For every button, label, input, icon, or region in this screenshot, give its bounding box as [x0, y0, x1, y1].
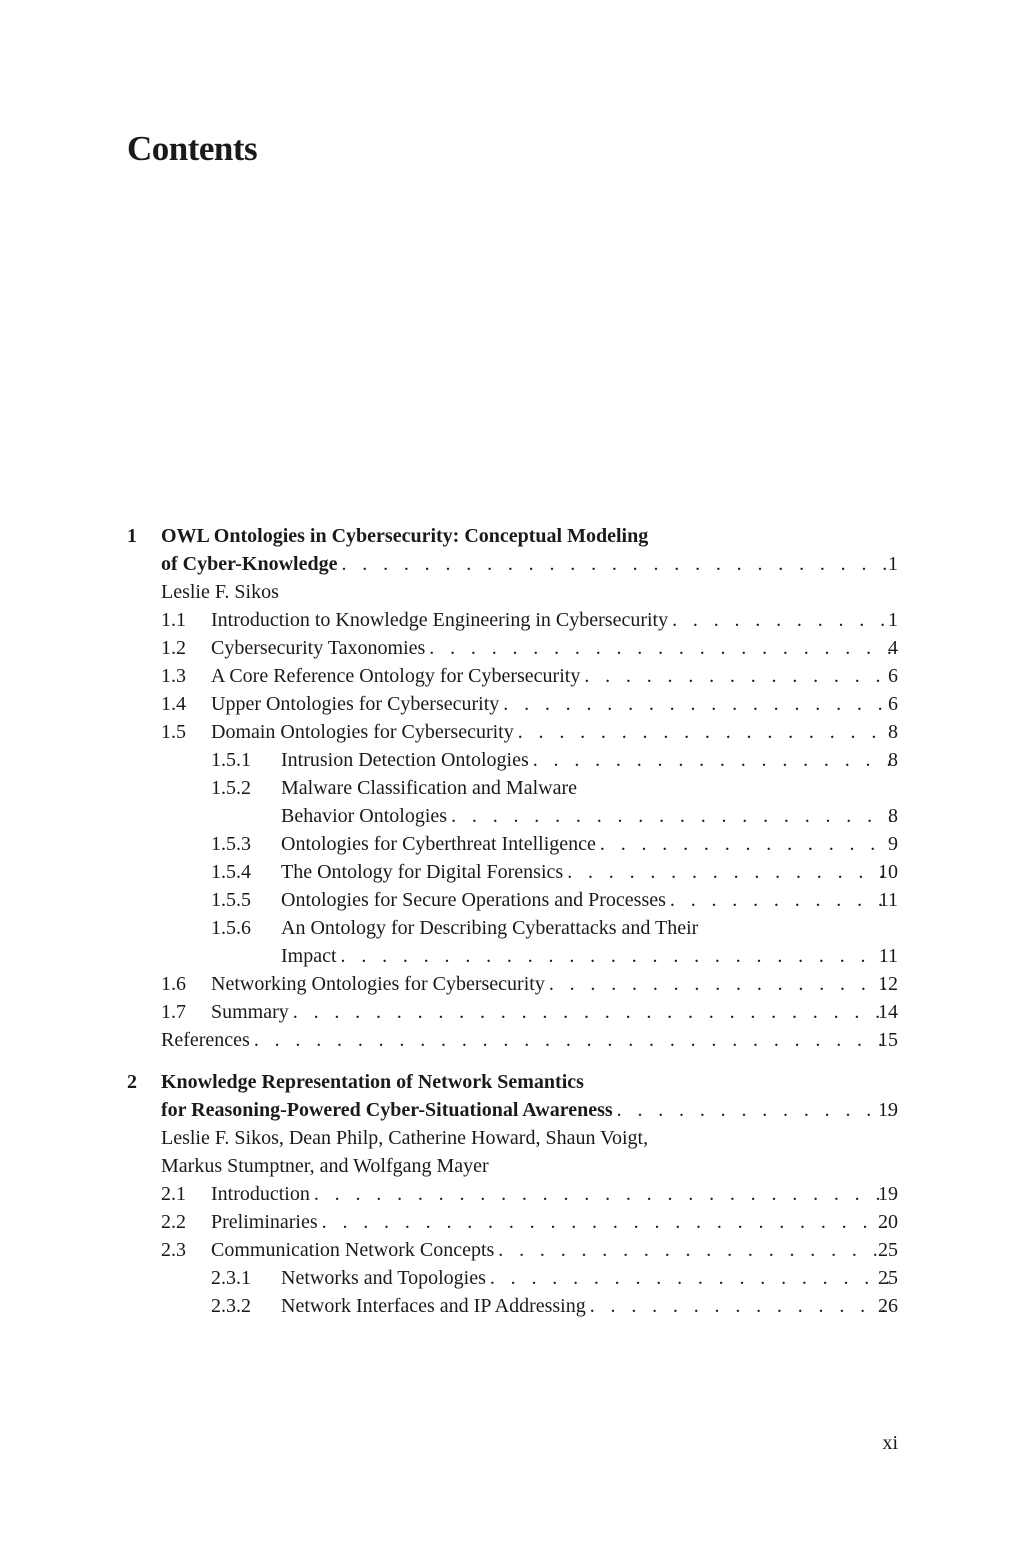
section-title: Ontologies for Cyberthreat Intelligence	[281, 833, 596, 855]
section-title: Networks and Topologies	[281, 1267, 486, 1289]
dot-leader	[584, 662, 892, 690]
toc-entry-chapter-1[interactable]	[127, 550, 898, 578]
toc-entry[interactable]	[127, 970, 898, 998]
chapter-title: Knowledge Representation of Network Semantics	[161, 1071, 584, 1093]
page-number: 9	[888, 833, 898, 855]
author-line: Markus Stumptner, and Wolfgang Mayer	[161, 1155, 489, 1177]
toc-entry[interactable]	[127, 1208, 898, 1236]
section-title: Network Interfaces and IP Addressing	[281, 1295, 586, 1317]
dot-leader	[672, 606, 892, 634]
page-number: 10	[878, 861, 898, 883]
chapter-title-line	[127, 1068, 898, 1096]
toc-entry[interactable]	[127, 606, 898, 634]
toc-entry[interactable]	[127, 1264, 898, 1292]
page-number: 25	[878, 1267, 898, 1289]
chapter-number: 1	[127, 525, 137, 547]
dot-leader	[341, 942, 892, 970]
page-number: 4	[888, 637, 898, 659]
section-title: A Core Reference Ontology for Cybersecurity	[211, 665, 581, 687]
toc-entry-title-line	[127, 914, 898, 942]
section-number: 1.7	[161, 1001, 186, 1023]
chapter-authors	[127, 1124, 898, 1152]
dot-leader	[617, 1096, 892, 1124]
dot-leader	[670, 886, 892, 914]
section-title: Impact	[281, 945, 337, 967]
dot-leader	[533, 746, 892, 774]
dot-leader	[293, 998, 892, 1026]
chapter-authors	[127, 1152, 898, 1180]
page-number: 11	[878, 889, 898, 911]
dot-leader	[518, 718, 892, 746]
section-title: Preliminaries	[211, 1211, 318, 1233]
page-number: 14	[878, 1001, 898, 1023]
section-number: 2.3.2	[211, 1295, 251, 1317]
section-number: 1.5	[161, 721, 186, 743]
section-number: 1.5.3	[211, 833, 251, 855]
dot-leader	[490, 1264, 892, 1292]
dot-leader	[600, 830, 892, 858]
toc-entry[interactable]	[127, 802, 898, 830]
section-title: Introduction to Knowledge Engineering in Cybersecurity	[211, 609, 669, 631]
toc-entry[interactable]	[127, 1236, 898, 1264]
dot-leader	[429, 634, 892, 662]
section-number: 1.1	[161, 609, 186, 631]
chapter-number: 2	[127, 1071, 137, 1093]
section-title: Cybersecurity Taxonomies	[211, 637, 426, 659]
dot-leader	[498, 1236, 892, 1264]
toc-entry[interactable]	[127, 830, 898, 858]
page-number: 8	[888, 805, 898, 827]
section-number: 1.6	[161, 973, 186, 995]
section-title: Behavior Ontologies	[281, 805, 448, 827]
toc-entry[interactable]	[127, 942, 898, 970]
section-title: Summary	[211, 1001, 289, 1023]
page-number: 19	[878, 1099, 898, 1121]
toc-entry-references[interactable]	[127, 1026, 898, 1054]
section-number: 1.5.4	[211, 861, 251, 883]
dot-leader	[549, 970, 892, 998]
chapter-title-line	[127, 522, 898, 550]
section-title: Malware Classification and Malware	[281, 777, 578, 799]
page-number: 8	[888, 749, 898, 771]
toc-entry[interactable]	[127, 1292, 898, 1320]
page-title: Contents	[127, 129, 258, 168]
section-title: Ontologies for Secure Operations and Processes	[281, 889, 666, 911]
section-title: Networking Ontologies for Cybersecurity	[211, 973, 545, 995]
page-number: 25	[878, 1239, 898, 1261]
section-number: 2.2	[161, 1211, 186, 1233]
dot-leader	[451, 802, 892, 830]
page-number: 6	[888, 665, 898, 687]
page-number: 1	[888, 609, 898, 631]
page-number: 15	[878, 1029, 898, 1051]
dot-leader	[322, 1208, 892, 1236]
toc-entry[interactable]	[127, 662, 898, 690]
toc-entry[interactable]	[127, 746, 898, 774]
toc-entry[interactable]	[127, 1180, 898, 1208]
toc-entry[interactable]	[127, 718, 898, 746]
page-number: 12	[878, 973, 898, 995]
section-title: Introduction	[211, 1183, 310, 1205]
page-number: 11	[878, 945, 898, 967]
dot-leader	[341, 550, 892, 578]
page-number: 1	[888, 553, 898, 575]
toc-entry[interactable]	[127, 998, 898, 1026]
section-number: 1.3	[161, 665, 186, 687]
section-number: 1.5.2	[211, 777, 251, 799]
toc-entry[interactable]	[127, 886, 898, 914]
section-number: 1.4	[161, 693, 186, 715]
dot-leader	[503, 690, 892, 718]
toc-entry-chapter-2[interactable]	[127, 1096, 898, 1124]
chapter-authors	[127, 578, 898, 606]
table-of-contents	[127, 522, 898, 1334]
toc-entry[interactable]	[127, 634, 898, 662]
section-number: 2.3.1	[211, 1267, 251, 1289]
toc-entry[interactable]	[127, 690, 898, 718]
chapter-title: for Reasoning-Powered Cyber-Situational Awareness	[161, 1099, 613, 1121]
section-title: An Ontology for Describing Cyberattacks and Their	[281, 917, 699, 939]
chapter-1	[127, 522, 898, 1054]
chapter-title: OWL Ontologies in Cybersecurity: Conceptual Modeling	[161, 525, 649, 547]
page-folio: xi	[882, 1432, 898, 1454]
page-number: 19	[878, 1183, 898, 1205]
page-number: 20	[878, 1211, 898, 1233]
page-number: 26	[878, 1295, 898, 1317]
dot-leader	[590, 1292, 892, 1320]
chapter-title: of Cyber-Knowledge	[161, 553, 338, 575]
references-title: References	[161, 1029, 250, 1051]
chapter-2	[127, 1068, 898, 1320]
section-title: Intrusion Detection Ontologies	[281, 749, 529, 771]
section-title: The Ontology for Digital Forensics	[281, 861, 564, 883]
dot-leader	[567, 858, 892, 886]
section-title: Upper Ontologies for Cybersecurity	[211, 693, 500, 715]
section-number: 2.1	[161, 1183, 186, 1205]
dot-leader	[314, 1180, 892, 1208]
section-title: Domain Ontologies for Cybersecurity	[211, 721, 514, 743]
section-number: 1.5.6	[211, 917, 251, 939]
section-number: 2.3	[161, 1239, 186, 1261]
dot-leader	[254, 1026, 892, 1054]
section-number: 1.2	[161, 637, 186, 659]
section-number: 1.5.1	[211, 749, 251, 771]
toc-entry-title-line	[127, 774, 898, 802]
toc-entry[interactable]	[127, 858, 898, 886]
author-line: Leslie F. Sikos	[161, 581, 279, 603]
section-title: Communication Network Concepts	[211, 1239, 495, 1261]
page-number: 6	[888, 693, 898, 715]
section-number: 1.5.5	[211, 889, 251, 911]
author-line: Leslie F. Sikos, Dean Philp, Catherine Howard, Shaun Voigt,	[161, 1127, 649, 1149]
page-number: 8	[888, 721, 898, 743]
